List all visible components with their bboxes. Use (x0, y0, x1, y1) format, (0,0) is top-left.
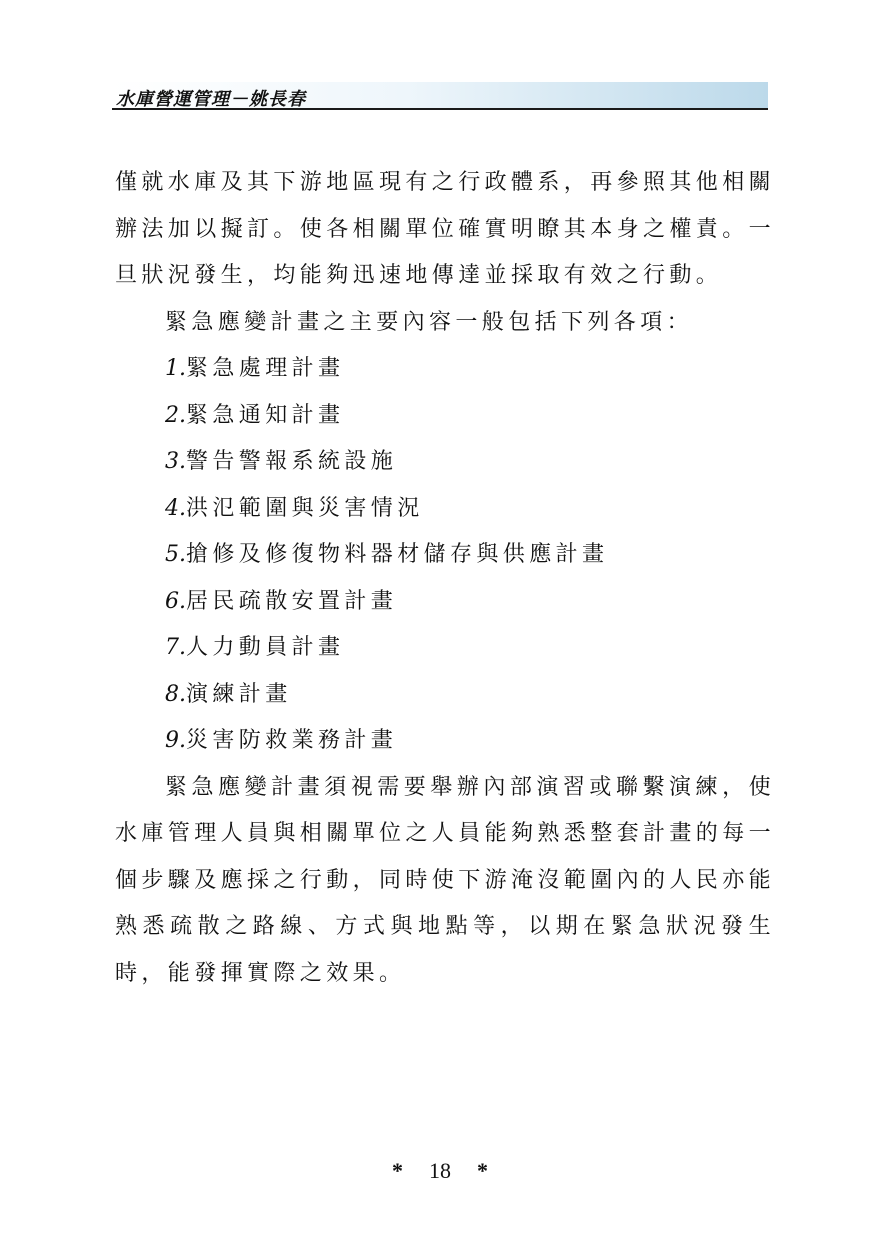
item-number: 7. (165, 635, 186, 660)
item-text: 緊急通知計畫 (186, 402, 345, 428)
page-number: 18 (429, 1158, 451, 1183)
item-text: 人力動員計畫 (186, 635, 345, 660)
footer-star-left: * (392, 1158, 403, 1183)
page-footer (0, 1158, 880, 1184)
footer-star-right: * (477, 1158, 488, 1183)
running-header (112, 82, 768, 110)
item-text: 警告警報系統設施 (186, 449, 398, 474)
list-item (115, 532, 775, 579)
list-item (115, 346, 775, 393)
page-body (115, 160, 775, 997)
item-text: 緊急處理計畫 (186, 356, 345, 381)
paragraph-1: 僅就水庫及其下游地區現有之行政體系，再參照其他相關辦法加以擬訂。使各相關單位確實明瞭其本身之權責。一旦狀況發生，均能夠迅速地傳達並採取有效之行動。 (115, 170, 776, 288)
item-text: 搶修及修復物料器材儲存與供應計畫 (186, 542, 609, 567)
item-number: 9. (165, 728, 186, 753)
list-item (115, 672, 775, 719)
list-item (115, 718, 775, 765)
list-item (115, 486, 775, 533)
item-number: 6. (165, 588, 186, 614)
paragraph-2: 緊急應變計畫之主要內容一般包括下列各項： (165, 309, 694, 335)
list-item (115, 625, 775, 672)
list-item (115, 579, 775, 626)
item-number: 8. (165, 681, 186, 707)
item-text: 演練計畫 (186, 681, 292, 707)
item-text: 居民疏散安置計畫 (186, 588, 398, 614)
item-number: 2. (165, 402, 186, 428)
item-text: 災害防救業務計畫 (186, 728, 398, 753)
item-text: 洪氾範圍與災害情況 (186, 495, 424, 521)
plan-items-list (115, 346, 775, 765)
header-title: 水庫營運管理－姚長春 (116, 89, 306, 110)
item-number: 1. (165, 356, 186, 381)
list-item (115, 393, 775, 440)
item-number: 4. (165, 495, 186, 521)
item-number: 3. (165, 449, 186, 474)
item-number: 5. (165, 542, 186, 567)
list-item (115, 439, 775, 486)
paragraph-3: 緊急應變計畫須視需要舉辦內部演習或聯繫演練，使水庫管理人員與相關單位之人員能夠熟悉整套計畫的每一個步驟及應採之行動，同時使下游淹沒範圍內的人民亦能熟悉疏散之路線、方式與地點等，以期在緊急狀況發生時，能發揮實際之效果。 (115, 774, 776, 986)
